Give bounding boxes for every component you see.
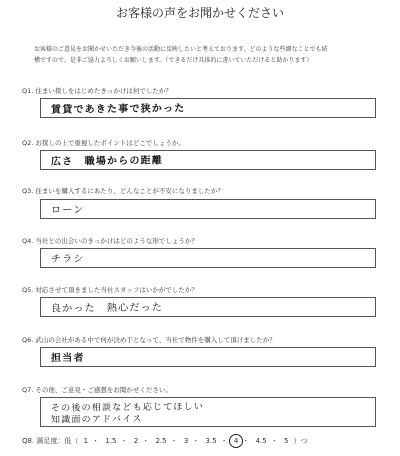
question-7-answer-box bbox=[40, 397, 376, 427]
scale-option-selected: 4 bbox=[231, 437, 241, 445]
scale-option: 1 bbox=[83, 437, 89, 445]
scale-option: 4.5 bbox=[255, 437, 267, 445]
question-4-answer: チラシ bbox=[50, 253, 85, 266]
question-6-label: Q6. 武山の会社がある中で何が決め手となって、当社で物件を購入して頂けましたか？ bbox=[22, 336, 276, 344]
scale-option: 3.5 bbox=[205, 437, 217, 445]
question-4-label: Q4. 当社との出会いのきっかけはどのような形でしょうか？ bbox=[22, 237, 198, 245]
question-2-label: Q2. お探しの上で重視したポイントはどこでしょうか。 bbox=[22, 139, 185, 147]
question-3-label: Q3. 住まいを購入するにあたり、どんなことが不安になりましたか？ bbox=[22, 187, 224, 195]
question-3-answer: ローン bbox=[50, 204, 85, 217]
page-title: お客様の声をお聞かせください bbox=[115, 6, 284, 20]
intro-line: お客様のご意見をお聞かせいただき今後の活動に反映したいと考えております。どのような些細なことでも結 bbox=[34, 46, 328, 53]
question-8-label: Q8. 満足度：低（ bbox=[22, 437, 79, 445]
question-5-answer-box bbox=[40, 297, 376, 317]
intro-text bbox=[34, 44, 384, 66]
scale-option: 2.5 bbox=[155, 437, 167, 445]
question-1-answer: 賃貸であきた事で狭かった bbox=[50, 103, 186, 116]
scale-option: 2 bbox=[133, 437, 139, 445]
satisfaction-scale: Q8. 満足度：低（ 1 ・ 1.5 ・ 2 ・ 2.5 ・ 3 ・ 3.5 ・ 4 ・ 4.5 ・ 5 ）つ bbox=[22, 437, 308, 445]
question-2-answer: 広さ 職場からの距離 bbox=[50, 155, 164, 168]
question-5-answer: 良かった 熱心だった bbox=[50, 302, 164, 315]
question-1-label: Q1. 住まい探しをはじめたきっかけは何でしたか？ bbox=[22, 87, 172, 95]
scale-option: 1.5 bbox=[105, 437, 117, 445]
scale-option: 3 bbox=[183, 437, 189, 445]
question-6-answer-box bbox=[40, 347, 376, 367]
question-7-label: Q7. その他、ご意見・ご感想をお聞かせください。 bbox=[22, 386, 172, 394]
question-2-answer-box bbox=[40, 150, 376, 170]
question-7-answer-line: その後の相談なども応じてほしい bbox=[50, 402, 205, 414]
scale-option: 5 bbox=[283, 437, 289, 445]
question-7-answer-line: 知識面のアドバイス bbox=[50, 414, 143, 426]
question-8-suffix: ）つ bbox=[293, 437, 308, 445]
question-4-answer-box bbox=[40, 248, 376, 268]
question-3-answer-box bbox=[40, 199, 376, 219]
intro-line: 構ですので、是非ご協力よろしくお願いします。（できるだけ具体的に書いていただけると助かります） bbox=[34, 57, 313, 64]
question-6-answer: 担当者 bbox=[50, 352, 85, 365]
question-5-label: Q5. 対応させて頂きました当社スタッフはいかがでしたか？ bbox=[22, 286, 198, 294]
question-1-answer-box bbox=[40, 98, 376, 118]
